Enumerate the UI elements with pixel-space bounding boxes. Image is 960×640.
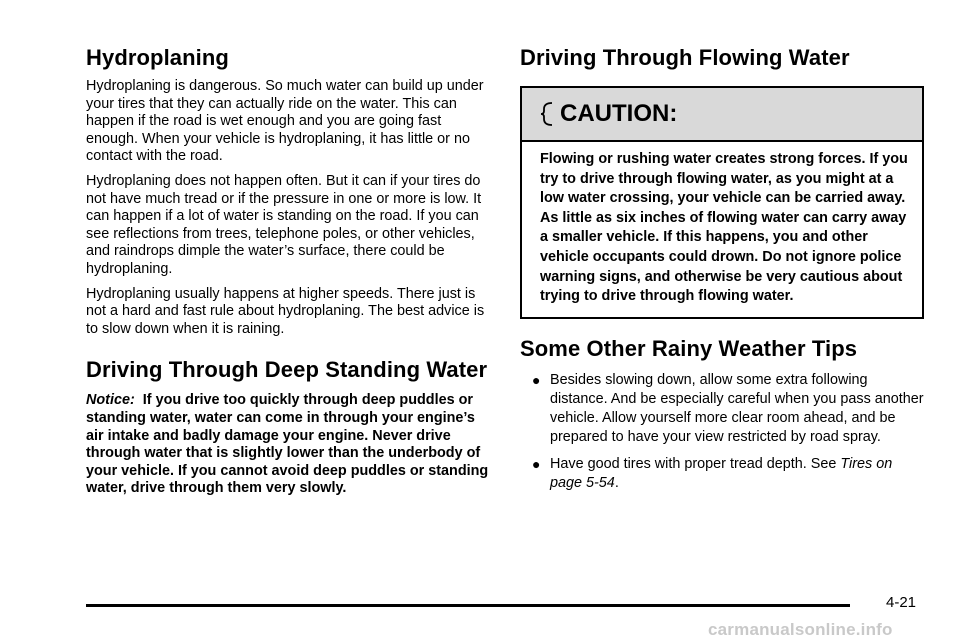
warning-bracket-icon [540, 101, 556, 127]
tip-text: Have good tires with proper tread depth. See [550, 455, 841, 472]
bullet-icon: ● [532, 371, 541, 388]
caution-box [520, 86, 924, 319]
tips-list [520, 371, 924, 493]
notice-paragraph [86, 392, 494, 498]
list-item [520, 371, 924, 447]
left-column [86, 44, 494, 498]
deep-water-heading: Driving Through Deep Standing Water [86, 357, 488, 383]
right-column [520, 44, 924, 501]
tip-text: Besides slowing down, allow some extra following distance. And be especially careful when you pass another vehicle. Allow yourself more clear room ahead, and be prepared to have your view restricted by road spray. [550, 371, 924, 445]
watermark: carmanualsonline.info [708, 620, 893, 639]
hydroplaning-paragraph-2: Hydroplaning does not happen often. But it can if your tires do not have much tread or if the pressure in one or more is low. It can happen if a lot of water is standing on the road. If you can see reflections from trees, telephone poles, or other vehicles, and raindrops dimple the water’s surface, there could be hydroplaning. [86, 172, 482, 277]
caution-title: CAUTION: [560, 100, 678, 127]
tires-page-reference[interactable]: Tires on page 5-54 [550, 455, 893, 491]
footer-rule [86, 604, 850, 607]
list-item [520, 455, 924, 493]
hydroplaning-heading: Hydroplaning [86, 45, 229, 70]
rainy-tips-heading: Some Other Rainy Weather Tips [520, 335, 858, 361]
page-number: 4-21 [886, 594, 917, 611]
notice-label: Notice: [86, 392, 135, 409]
flowing-water-heading: Driving Through Flowing Water [520, 45, 850, 70]
bullet-icon: ● [532, 455, 541, 472]
caution-header [522, 88, 922, 142]
hydroplaning-paragraph-3: Hydroplaning usually happens at higher speeds. There just is not a hard and fast rule about hydroplaning. The best advice is to slow down when it is raining. [86, 285, 485, 337]
notice-text: If you drive too quickly through deep puddles or standing water, water can come in through your engine’s air intake and badly damage your engine. Never drive through water that is slightly lower than the underbody of your vehicle. If you cannot avoid deep puddles or standing water, drive through them very slowly. [86, 392, 489, 497]
tip-end: . [614, 474, 619, 491]
caution-text: Flowing or rushing water creates strong forces. If you try to drive through flowing water, as you might at a low water crossing, your vehicle can be carried away. As little as six inches of flowing water can carry away a smaller vehicle. If this happens, you and other vehicle occupants could drown. Do not ignore police warning signs, and otherwise be very cautious about trying to drive through flowing water. [540, 151, 908, 305]
hydroplaning-paragraph-1: Hydroplaning is dangerous. So much water can build up under your tires that they can actually ride on the water. This can happen if the road is wet enough and you are going fast enough. When your vehicle is hydroplaning, it has little or no contact with the road. [86, 78, 484, 165]
